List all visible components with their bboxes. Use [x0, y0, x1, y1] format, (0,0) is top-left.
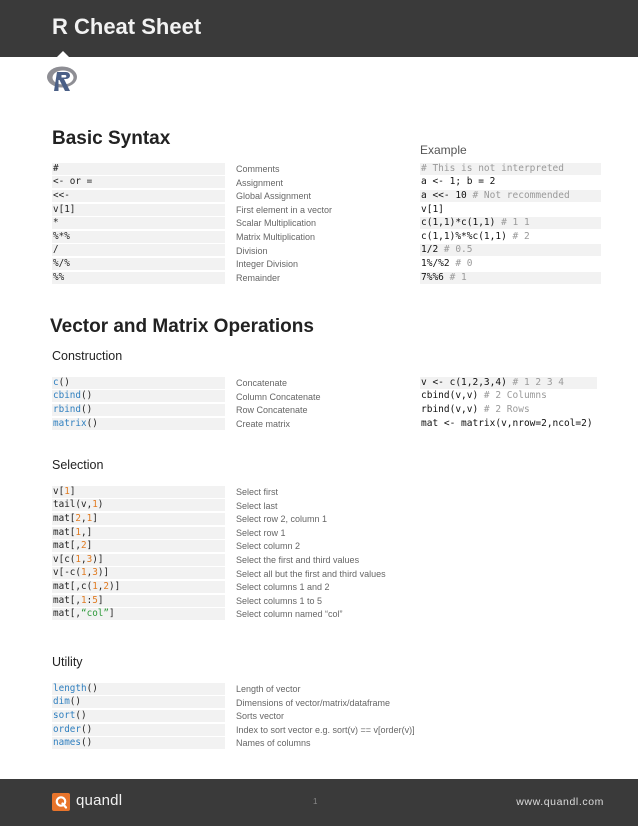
code-token: 1 — [86, 512, 93, 524]
code-token: 1 — [92, 499, 98, 511]
code-token: , — [81, 512, 87, 524]
code-token: mat <- matrix(v,nrow=2,ncol=2) — [421, 417, 593, 429]
r-logo-icon — [46, 65, 80, 93]
code-token: # 2 Columns — [483, 390, 547, 402]
selection-table — [0, 485, 638, 621]
example-cell — [420, 204, 601, 216]
code-token: () — [75, 709, 87, 721]
construction-heading: Construction — [52, 349, 123, 363]
description-cell: Concatenate — [236, 378, 288, 388]
description-cell: Column Concatenate — [236, 391, 321, 402]
description-cell: Length of vector — [236, 684, 301, 694]
code-cell: # — [52, 163, 225, 175]
code-token: , — [81, 553, 87, 565]
code-token: mat[ — [53, 526, 76, 538]
code-token: # 1 1 — [501, 217, 530, 229]
code-token: )] — [92, 553, 104, 565]
example-cell — [420, 390, 597, 402]
code-token: () — [69, 696, 81, 708]
description-cell: Integer Division — [236, 259, 299, 270]
table-row — [0, 189, 638, 203]
code-cell: <- or = — [52, 176, 225, 188]
basic-syntax-table — [0, 162, 638, 284]
table-row — [0, 390, 638, 404]
code-token: 2 — [103, 580, 110, 592]
description-cell: Create matrix — [236, 418, 291, 429]
code-token: )] — [109, 580, 121, 592]
example-cell — [420, 377, 597, 389]
description-cell: Assignment — [236, 177, 284, 188]
table-row — [0, 512, 638, 526]
example-cell — [420, 404, 597, 416]
code-token: dim — [53, 696, 70, 708]
description-cell: Dimensions of vector/matrix/dataframe — [236, 697, 391, 708]
table-row — [0, 723, 638, 737]
table-row — [0, 539, 638, 553]
footer-url[interactable]: www.quandl.com — [516, 796, 604, 808]
table-row — [0, 526, 638, 540]
quandl-brand: quandl — [76, 792, 123, 809]
code-token: ] — [86, 540, 93, 552]
code-cell: %*% — [52, 231, 225, 243]
code-token: c — [53, 376, 59, 388]
table-row — [0, 176, 638, 190]
code-token: () — [86, 682, 98, 694]
code-cell: <<- — [52, 190, 225, 202]
code-cell — [52, 724, 225, 736]
description-cell: Row Concatenate — [236, 405, 308, 416]
table-row — [0, 271, 638, 285]
description-cell: Sorts vector — [236, 711, 285, 722]
vector-matrix-heading: Vector and Matrix Operations — [50, 316, 314, 337]
example-cell — [420, 258, 601, 270]
code-token: ] — [109, 608, 115, 620]
code-token: 5 — [92, 594, 98, 606]
code-cell — [52, 513, 225, 525]
example-label: Example — [420, 143, 467, 157]
table-row — [0, 244, 638, 258]
code-cell — [52, 404, 225, 416]
code-token: , — [97, 580, 104, 592]
code-cell — [52, 737, 225, 749]
code-token: ] — [69, 485, 76, 497]
description-cell: First element in a vector — [236, 204, 333, 215]
code-token: 2 — [75, 512, 81, 524]
selection-heading: Selection — [52, 458, 104, 472]
code-token: matrix — [53, 417, 87, 429]
code-token: mat[, — [53, 594, 81, 606]
code-cell: / — [52, 244, 225, 256]
utility-table — [0, 682, 638, 750]
code-cell — [52, 499, 225, 511]
code-cell — [52, 595, 225, 607]
code-token: # 0 — [455, 257, 473, 269]
code-token: )] — [97, 567, 110, 579]
description-cell: Select row 2, column 1 — [236, 514, 328, 525]
code-token: 1 — [92, 580, 98, 592]
code-token: c(1,1)*c(1,1) — [421, 217, 502, 229]
code-token: sort — [53, 709, 76, 721]
code-token: 1 — [64, 485, 70, 497]
code-token: length — [53, 682, 87, 694]
code-token: v[ — [53, 485, 65, 497]
code-token: # 1 2 3 4 — [512, 376, 564, 388]
code-token: () — [81, 390, 93, 402]
table-row — [0, 162, 638, 176]
code-cell — [52, 710, 225, 722]
code-cell — [52, 377, 225, 389]
table-row — [0, 230, 638, 244]
table-row — [0, 216, 638, 230]
code-token: ] — [97, 594, 104, 606]
example-cell — [420, 190, 601, 202]
code-token: 1/2 — [421, 244, 444, 256]
description-cell: Global Assignment — [236, 191, 312, 202]
header-notch — [57, 51, 69, 57]
description-cell: Select first — [236, 487, 279, 497]
table-row — [0, 736, 638, 750]
code-token: # 2 — [512, 230, 530, 242]
table-row — [0, 580, 638, 594]
code-cell: %/% — [52, 258, 225, 270]
table-row — [0, 594, 638, 608]
code-token: () — [58, 376, 70, 388]
page-title: R Cheat Sheet — [52, 14, 202, 39]
table-row — [0, 553, 638, 567]
header-bar — [0, 0, 638, 57]
description-cell: Remainder — [236, 272, 281, 283]
code-token: () — [81, 737, 93, 749]
table-row — [0, 403, 638, 417]
code-cell — [52, 527, 225, 539]
code-cell — [52, 390, 225, 402]
code-token: rbind(v,v) — [421, 403, 484, 415]
code-cell — [52, 540, 225, 552]
description-cell: Select columns 1 to 5 — [236, 595, 323, 606]
footer-bar — [0, 779, 638, 826]
code-token: a <<- 10 — [421, 189, 473, 201]
table-row — [0, 499, 638, 513]
code-token: # Not recommended — [472, 189, 570, 201]
code-token: tail(v, — [53, 499, 93, 511]
code-token: a <- 1; b = 2 — [421, 176, 496, 188]
table-row — [0, 485, 638, 499]
table-row — [0, 607, 638, 621]
code-token: mat[ — [53, 512, 76, 524]
description-cell: Select the first and third values — [236, 554, 360, 565]
description-cell: Matrix Multiplication — [236, 231, 316, 242]
description-cell: Index to sort vector e.g. sort(v) == v[order(v)] — [236, 724, 415, 735]
code-token: 1 — [75, 553, 81, 565]
code-token: “col” — [81, 608, 109, 620]
code-token: ,] — [81, 526, 93, 538]
code-cell — [52, 608, 225, 620]
code-token: () — [81, 723, 93, 735]
code-token: v <- c(1,2,3,4) — [421, 376, 513, 388]
code-token: () — [81, 403, 93, 415]
code-token: 1 — [81, 594, 87, 606]
description-cell: Comments — [236, 164, 280, 174]
description-cell: Select column named “col” — [236, 609, 343, 620]
code-token: () — [86, 417, 98, 429]
code-token: c(1,1)%*%c(1,1) — [421, 230, 513, 242]
code-cell — [52, 581, 225, 593]
description-cell: Select columns 1 and 2 — [236, 582, 330, 593]
example-cell — [420, 163, 601, 175]
code-token: names — [53, 737, 81, 749]
code-cell — [52, 418, 225, 430]
code-token: mat[, — [53, 608, 81, 620]
table-row — [0, 709, 638, 723]
code-token: cbind — [53, 390, 81, 402]
code-token: 1%/%2 — [421, 257, 456, 269]
code-token: , — [86, 567, 93, 579]
table-row — [0, 567, 638, 581]
code-cell — [52, 554, 225, 566]
code-token: 1 — [81, 567, 87, 579]
code-cell — [52, 683, 225, 695]
code-token: mat[, — [53, 540, 81, 552]
code-token: mat[,c( — [53, 580, 93, 592]
code-token: ] — [92, 512, 98, 524]
code-token: : — [86, 594, 93, 606]
code-cell: * — [52, 217, 225, 229]
construction-table — [0, 376, 638, 430]
code-token: 3 — [86, 553, 93, 565]
code-token: cbind(v,v) — [421, 390, 484, 402]
table-row — [0, 257, 638, 271]
description-cell: Select all but the first and third values — [236, 568, 386, 579]
example-cell — [420, 418, 597, 430]
code-token: v[1] — [421, 203, 444, 215]
code-cell: %% — [52, 272, 225, 284]
description-cell: Select column 2 — [236, 541, 301, 552]
code-token: v[c( — [53, 553, 76, 565]
code-cell — [52, 567, 225, 579]
table-row — [0, 696, 638, 710]
table-row — [0, 376, 638, 390]
code-token: ) — [97, 499, 104, 511]
description-cell: Select row 1 — [236, 527, 286, 538]
code-token: order — [53, 723, 81, 735]
description-cell: Names of columns — [236, 738, 311, 749]
basic-syntax-heading: Basic Syntax — [52, 128, 171, 149]
code-token: 2 — [81, 540, 87, 552]
quandl-logo-icon — [52, 793, 70, 811]
table-row — [0, 203, 638, 217]
code-cell — [52, 486, 225, 498]
example-cell — [420, 217, 601, 229]
code-token: 3 — [92, 567, 98, 579]
code-token: 7%%6 — [421, 271, 450, 283]
code-cell — [52, 696, 225, 708]
example-cell — [420, 231, 601, 243]
code-token: rbind — [53, 403, 81, 415]
description-cell: Select last — [236, 500, 278, 511]
description-cell: Scalar Multiplication — [236, 218, 317, 229]
code-token: 1 — [75, 526, 81, 538]
example-cell — [420, 244, 601, 256]
table-row — [0, 417, 638, 431]
example-cell — [420, 272, 601, 284]
utility-heading: Utility — [52, 655, 83, 669]
example-cell — [420, 176, 601, 188]
table-row — [0, 682, 638, 696]
code-token: # 2 Rows — [483, 403, 530, 415]
code-cell: v[1] — [52, 204, 225, 216]
description-cell: Division — [236, 245, 268, 256]
code-token: # 0.5 — [443, 244, 473, 256]
code-token: # 1 — [449, 271, 467, 283]
page-number: 1 — [313, 797, 318, 806]
code-token: v[-c( — [53, 567, 81, 579]
code-token: # This is not interpreted — [421, 162, 564, 174]
